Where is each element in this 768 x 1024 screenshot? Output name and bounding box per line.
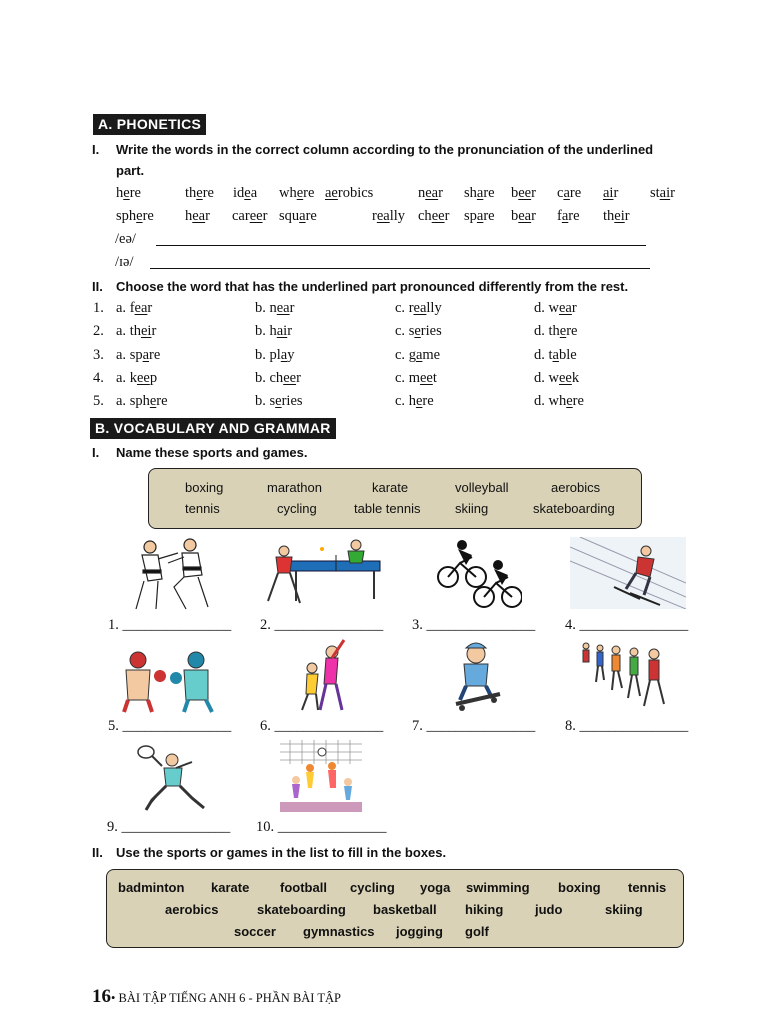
answer-option[interactable]: c. game (395, 346, 441, 363)
answer-blank[interactable]: 10. _______________ (256, 819, 387, 835)
answer-option[interactable]: d. table (534, 346, 577, 363)
answer-option[interactable]: c. series (395, 323, 442, 340)
aerobics-picture-icon (292, 638, 352, 714)
phonetic-word: career (232, 208, 268, 224)
word-bank-item: marathon (267, 480, 322, 495)
answer-option[interactable]: a. their (116, 323, 157, 340)
section-b-heading: B. VOCABULARY AND GRAMMAR (90, 418, 336, 439)
word-bank-item: swimming (466, 880, 530, 895)
question-row (0, 347, 768, 367)
phonetic-word: stair (650, 185, 675, 201)
question-number: 5. (93, 393, 104, 410)
answer-option[interactable]: d. week (534, 369, 580, 386)
phonetic-word: fare (557, 208, 580, 224)
answer-option[interactable]: d. there (534, 323, 578, 340)
answer-blank[interactable]: 5. _______________ (108, 718, 232, 734)
answer-option[interactable]: a. fear (116, 300, 153, 316)
phonetic-word: near (418, 185, 443, 201)
instruction-text: Choose the word that has the underlined part pronounced differently from the rest. (116, 279, 629, 294)
word-bank-item: cycling (350, 880, 395, 895)
word-bank-item: tennis (185, 501, 220, 516)
word-bank-item: skateboarding (533, 501, 615, 516)
word-bank-item: football (280, 880, 327, 895)
word-bank-item: gymnastics (303, 924, 375, 939)
phonetic-word: really (372, 208, 406, 224)
word-row-2 (0, 208, 768, 228)
phonetic-word: where (279, 185, 315, 201)
word-bank-item: jogging (396, 924, 443, 939)
word-bank-item: golf (465, 924, 489, 939)
word-bank-item: aerobics (165, 902, 219, 917)
word-bank-item: cycling (277, 501, 317, 516)
word-bank-item: karate (211, 880, 250, 895)
multiple-choice-list (0, 300, 768, 418)
instruction-text: Use the sports or games in the list to fill in the boxes. (116, 845, 447, 860)
karate-picture-icon (128, 537, 214, 611)
phonetic-word: hear (185, 208, 210, 224)
word-bank-item: tennis (628, 880, 667, 895)
sports-word-box (148, 468, 642, 529)
exercise-b2-instruction (92, 842, 592, 863)
answer-option[interactable]: c. meet (395, 369, 437, 386)
word-bank-item: skiing (605, 902, 643, 917)
word-bank-item: volleyball (455, 480, 509, 495)
answer-option[interactable]: b. cheer (255, 369, 301, 386)
phonetic-word: here (116, 185, 141, 201)
answer-blank[interactable]: 7. _______________ (412, 718, 536, 734)
answer-blank[interactable]: 9. _______________ (107, 819, 231, 835)
phonetic-word: cheer (418, 208, 450, 224)
word-bank-item: hiking (465, 902, 504, 917)
instruction-line-2: part. (116, 163, 145, 178)
word-bank-item: boxing (185, 480, 224, 495)
answer-option[interactable]: b. hair (255, 323, 293, 340)
word-bank-item: yoga (420, 880, 451, 895)
sound-ea-answer-line[interactable] (156, 245, 646, 246)
question-number: 3. (93, 346, 104, 363)
table-tennis-picture-icon (264, 537, 384, 609)
phonetic-word: there (185, 185, 214, 201)
phonetic-word: beer (511, 185, 536, 201)
phonetic-word: bear (511, 208, 536, 224)
boxing-picture-icon (118, 648, 218, 714)
section-a-heading: A. PHONETICS (93, 114, 206, 135)
word-row-1 (0, 185, 768, 205)
answer-option[interactable]: b. series (255, 393, 303, 410)
instruction-text: Name these sports and games. (116, 445, 308, 460)
phonetic-word: square (279, 208, 317, 224)
answer-blank[interactable]: 3. _______________ (412, 617, 536, 633)
question-number: 4. (93, 369, 104, 386)
question-row (0, 370, 768, 390)
answer-option[interactable]: b. play (255, 346, 295, 363)
answer-blank[interactable]: 2. _______________ (260, 617, 384, 633)
phonetic-word: idea (233, 185, 258, 201)
phonetic-word: their (603, 208, 630, 224)
page-number: 16 (92, 986, 111, 1007)
exercise-number: II. (92, 279, 103, 294)
marathon-picture-icon (576, 640, 686, 712)
answer-blank[interactable]: 8. _______________ (565, 718, 689, 734)
instruction-line-1: Write the words in the correct column according to the pronunciation of the underlined (116, 142, 654, 157)
answer-option[interactable]: d. wear (534, 300, 577, 316)
word-bank-item: soccer (234, 924, 276, 939)
book-title: BÀI TẬP TIẾNG ANH 6 - PHẦN BÀI TẬP (115, 991, 341, 1005)
question-number: 2. (93, 323, 104, 340)
phonetic-word: aerobics (325, 185, 374, 201)
tennis-picture-icon (132, 742, 212, 814)
question-row (0, 323, 768, 343)
word-bank-item: badminton (118, 880, 185, 895)
answer-option[interactable]: a. keep (116, 369, 158, 386)
skateboarding-picture-icon (446, 640, 508, 714)
answer-option[interactable]: a. spare (116, 346, 161, 363)
phonetic-word: care (557, 185, 582, 201)
exercise-a2-instruction (92, 276, 712, 297)
answer-blank[interactable]: 1. _______________ (108, 617, 232, 633)
word-bank-item: skateboarding (257, 902, 346, 917)
exercise-b1-instruction (92, 442, 492, 463)
word-bank-item: basketball (373, 902, 437, 917)
phonetic-word: share (464, 185, 495, 201)
sound-ia-label: /ɪə/ (115, 254, 134, 270)
exercise-number: I. (92, 142, 100, 157)
volleyball-picture-icon (280, 740, 362, 812)
sports-list-box (106, 869, 684, 948)
answer-option[interactable]: c. really (395, 300, 442, 316)
answer-option[interactable]: c. here (395, 393, 434, 410)
skiing-picture-icon (570, 537, 686, 609)
answer-blank[interactable]: 6. _______________ (260, 718, 384, 734)
phonetic-word: spare (464, 208, 495, 224)
word-bank-item: aerobics (551, 480, 601, 495)
footer-bullet: • (111, 991, 116, 1005)
exercise-number: I. (92, 445, 100, 460)
question-row (0, 300, 768, 320)
exercise-a1-instruction (92, 139, 698, 181)
answer-option[interactable]: b. near (255, 300, 295, 316)
word-bank-item: boxing (558, 880, 601, 895)
answer-blank[interactable]: 4. _______________ (565, 617, 689, 633)
answer-option[interactable]: d. where (534, 393, 584, 410)
answer-option[interactable]: a. sphere (116, 393, 168, 410)
question-row (0, 393, 768, 413)
sound-ia-answer-line[interactable] (150, 268, 650, 269)
word-bank-item: karate (372, 480, 409, 495)
page-footer (92, 986, 341, 1008)
question-number: 1. (93, 300, 104, 316)
word-bank-item: judo (535, 902, 563, 917)
sound-ea-label: /eə/ (115, 231, 136, 247)
cycling-picture-icon (436, 537, 522, 611)
phonetic-word: air (603, 185, 619, 201)
word-bank-item: skiing (455, 501, 489, 516)
phonetic-word: sphere (116, 208, 154, 224)
exercise-number: II. (92, 845, 103, 860)
word-bank-item: table tennis (354, 501, 421, 516)
